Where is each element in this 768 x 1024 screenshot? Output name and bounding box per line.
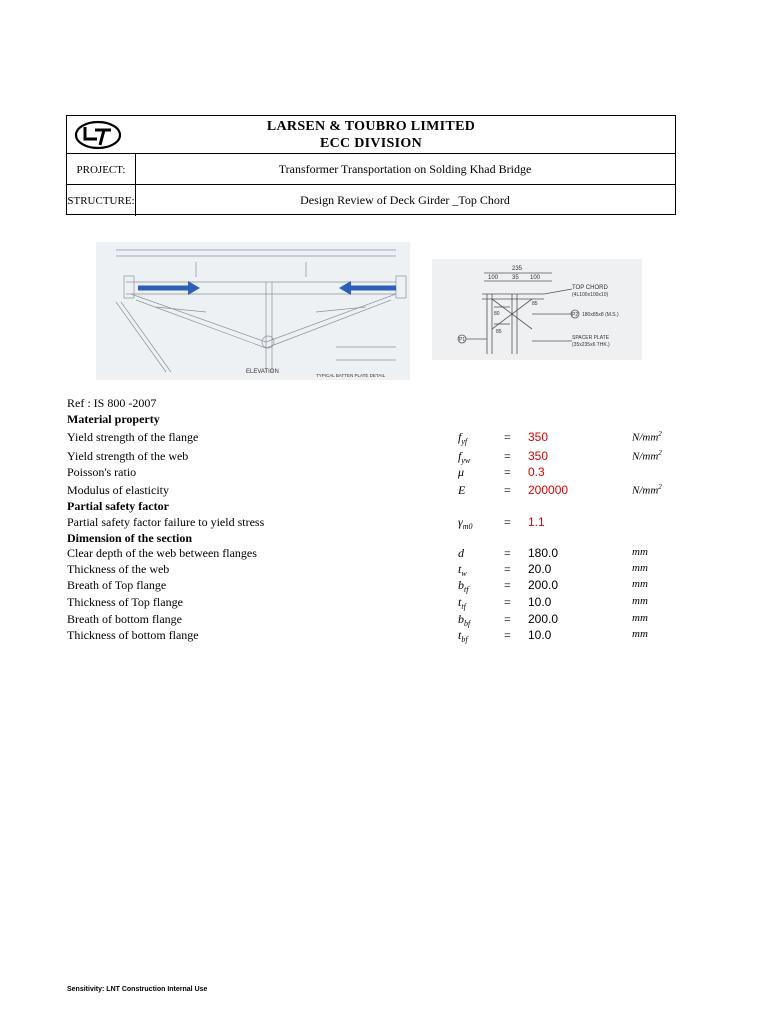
equals-sign: =	[504, 465, 511, 479]
section-material: Material property	[67, 412, 160, 426]
dim-85b: 85	[496, 329, 502, 335]
company-title: LARSEN & TOUBRO LIMITED	[266, 119, 476, 134]
property-unit	[632, 595, 648, 607]
reference-code: Ref : IS 800 -2007	[67, 396, 157, 410]
equals-sign: =	[504, 595, 511, 609]
unit-superscript: 2	[658, 449, 662, 457]
property-unit	[632, 612, 648, 624]
symbol-subscript: m0	[462, 522, 473, 531]
symbol-subscript: yw	[461, 456, 471, 465]
structure-label: STRUCTURE:	[67, 185, 136, 216]
p2-label: P2	[572, 312, 579, 318]
computed-value: 10.0	[528, 595, 552, 609]
property-label: Thickness of bottom flange	[67, 628, 199, 642]
unit-text: mm	[632, 546, 648, 558]
unit-text: mm	[632, 578, 648, 590]
property-unit	[632, 628, 648, 640]
symbol-main: f	[458, 449, 462, 463]
section-detail-drawing	[432, 259, 642, 360]
top-chord-spec: (4L100x100x10)	[572, 292, 609, 298]
property-unit	[632, 578, 648, 590]
property-symbol	[458, 483, 465, 498]
property-unit	[632, 430, 662, 444]
symbol-main: b	[458, 578, 464, 592]
property-symbol	[458, 612, 470, 628]
project-label: PROJECT:	[67, 154, 136, 185]
symbol-subscript: bf	[464, 619, 471, 628]
unit-text: mm	[632, 595, 648, 607]
input-value: 0.3	[528, 465, 545, 479]
dim-80: 80	[494, 311, 500, 317]
unit-superscript: 2	[658, 430, 662, 438]
dim-85a: 85	[532, 301, 538, 307]
input-value: 1.1	[528, 515, 545, 529]
section-dimension: Dimension of the section	[67, 531, 192, 545]
computed-value: 10.0	[528, 628, 552, 642]
symbol-subscript: tf	[461, 602, 466, 611]
unit-text: mm	[632, 612, 648, 624]
property-unit	[632, 562, 648, 574]
dim-c: 100	[530, 275, 541, 281]
property-label: Thickness of Top flange	[67, 595, 183, 609]
equals-sign: =	[504, 612, 511, 626]
structure-row	[67, 184, 675, 216]
property-label: Breath of Top flange	[67, 578, 167, 592]
dim-b: 35	[512, 275, 519, 281]
input-value: 350	[528, 430, 549, 444]
unit-text: N/mm	[632, 484, 659, 497]
property-symbol	[458, 546, 464, 561]
equals-sign: =	[504, 430, 511, 444]
computed-value: 200.0	[528, 612, 559, 626]
unit-text: mm	[632, 628, 648, 640]
unit-text: N/mm	[632, 450, 659, 463]
p2-spec: 180x85x8 (M.S.)	[582, 312, 619, 318]
symbol-main: γ	[458, 515, 463, 529]
property-symbol	[458, 465, 464, 480]
property-symbol	[458, 628, 468, 644]
property-symbol	[458, 515, 473, 531]
equals-sign: =	[504, 515, 511, 529]
symbol-main: f	[458, 430, 462, 444]
property-label: Thickness of the web	[67, 562, 170, 576]
project-row	[67, 153, 675, 185]
sensitivity-footer: Sensitivity: LNT Construction Internal Use	[67, 986, 208, 993]
equals-sign: =	[504, 483, 511, 497]
property-label: Clear depth of the web between flanges	[67, 546, 257, 560]
equals-sign: =	[504, 628, 511, 642]
property-label: Yield strength of the web	[67, 449, 189, 463]
equals-sign: =	[504, 562, 511, 576]
detail-label: TYPICAL BATTEN PLATE DETAIL	[316, 373, 386, 378]
section-safety: Partial safety factor	[67, 499, 169, 513]
elevation-drawing	[96, 242, 410, 380]
spacer-spec: (35x235x6 THK.)	[572, 342, 610, 348]
symbol-main: E	[458, 483, 466, 497]
dim-a: 100	[488, 275, 499, 281]
unit-text: N/mm	[632, 431, 659, 444]
input-value: 350	[528, 449, 549, 463]
property-label: Breath of bottom flange	[67, 612, 182, 626]
property-symbol	[458, 578, 468, 594]
symbol-subscript: bf	[461, 635, 468, 644]
property-label: Yield strength of the flange	[67, 430, 199, 444]
title-block	[66, 115, 676, 215]
company-name	[67, 118, 675, 152]
property-unit	[632, 449, 662, 463]
p1-label: P1	[459, 337, 466, 343]
computed-value: 200.0	[528, 578, 559, 592]
symbol-subscript: w	[461, 569, 467, 578]
property-symbol	[458, 595, 466, 611]
equals-sign: =	[504, 578, 511, 592]
symbol-main: t	[458, 562, 462, 576]
unit-text: mm	[632, 562, 648, 574]
input-value: 200000	[528, 483, 569, 497]
property-unit	[632, 483, 662, 497]
title-row	[67, 116, 675, 153]
equals-sign: =	[504, 449, 511, 463]
top-chord-label: TOP CHORD	[572, 285, 608, 291]
computed-value: 20.0	[528, 562, 552, 576]
elevation-label: ELEVATION	[246, 369, 279, 375]
symbol-main: d	[458, 546, 464, 560]
property-symbol	[458, 449, 470, 465]
symbol-subscript: tf	[464, 585, 469, 594]
property-symbol	[458, 562, 467, 578]
symbol-main: b	[458, 612, 464, 626]
property-unit	[632, 546, 648, 558]
property-symbol	[458, 430, 467, 446]
symbol-subscript: yf	[461, 437, 468, 446]
property-label: Poisson's ratio	[67, 465, 137, 479]
spacer-label: SPACER PLATE	[572, 335, 610, 341]
property-label: Partial safety factor failure to yield stress	[67, 515, 265, 529]
equals-sign: =	[504, 546, 511, 560]
structure-value: Design Review of Deck Girder _Top Chord	[300, 193, 510, 207]
symbol-main: t	[458, 628, 462, 642]
dim-total: 235	[512, 266, 523, 272]
division-title: ECC DIVISION	[319, 136, 422, 151]
project-value: Transformer Transportation on Solding Khad Bridge	[278, 162, 532, 176]
unit-superscript: 2	[658, 483, 662, 491]
symbol-main: μ	[458, 465, 465, 479]
symbol-main: t	[458, 595, 462, 609]
property-label: Modulus of elasticity	[67, 483, 169, 497]
computed-value: 180.0	[528, 546, 559, 560]
